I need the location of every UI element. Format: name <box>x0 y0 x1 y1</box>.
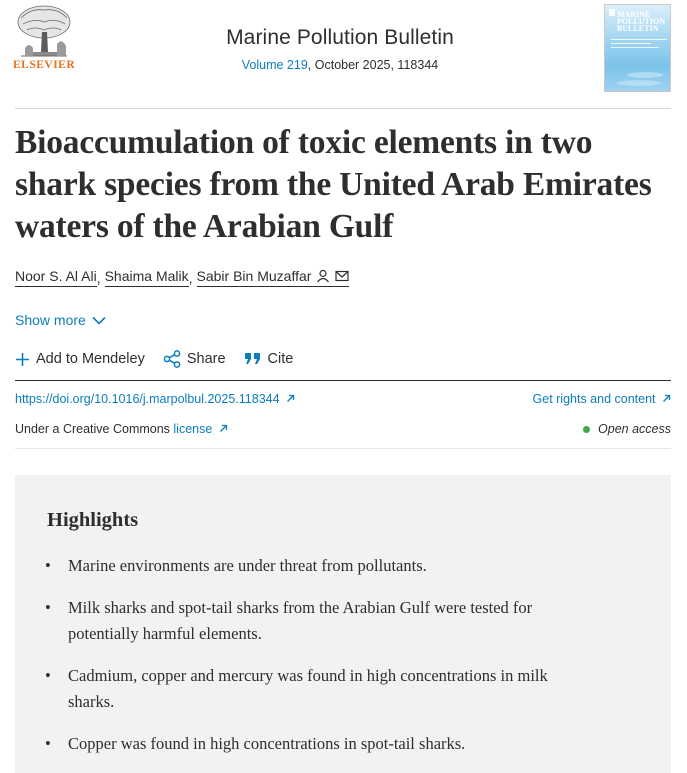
share-button[interactable] <box>163 350 226 368</box>
article-title: Bioaccumulation of toxic elements in two shark species from the United Arab Emirates waters of the Arabian Gulf <box>15 124 652 245</box>
elsevier-tree-icon <box>13 4 75 58</box>
plus-icon <box>15 352 30 367</box>
elsevier-wordmark: ELSEVIER <box>13 59 76 71</box>
highlights-heading: Highlights <box>47 509 139 531</box>
corresponding-author-link[interactable] <box>197 268 350 287</box>
license-link[interactable]: license <box>173 422 213 436</box>
doi-text: https://doi.org/10.1016/j.marpolbul.2025.118344 <box>15 392 280 406</box>
external-link-icon <box>662 394 671 403</box>
show-more-label: Show more <box>15 312 86 328</box>
rights-link[interactable] <box>533 392 671 406</box>
quote-icon <box>244 352 262 366</box>
open-access-badge <box>583 422 671 436</box>
mail-icon <box>335 270 349 282</box>
author-separator: , <box>188 269 193 286</box>
author-name: Sabir Bin Muzaffar <box>196 268 312 284</box>
author-link[interactable]: Shaima Malik <box>105 268 189 287</box>
journal-header <box>0 0 687 108</box>
open-access-dot-icon <box>583 426 590 433</box>
header-divider <box>15 108 671 109</box>
creative-commons-note <box>15 422 228 436</box>
mendeley-label: Add to Mendeley <box>36 351 145 367</box>
article-actions <box>15 350 311 368</box>
chevron-down-icon <box>92 316 106 325</box>
highlight-item: • Copper was found in high concentrations in spot-tail sharks. <box>45 731 585 757</box>
add-to-mendeley-button[interactable] <box>15 351 145 367</box>
doi-link[interactable] <box>15 392 295 406</box>
rights-text: Get rights and content <box>532 392 656 406</box>
external-link-icon <box>286 394 295 403</box>
journal-info <box>140 26 540 72</box>
actions-divider <box>15 380 671 381</box>
external-link-icon <box>219 424 228 433</box>
highlights-list <box>45 553 585 773</box>
journal-title[interactable]: Marine Pollution Bulletin <box>226 26 454 49</box>
cc-prefix: Under a Creative Commons <box>15 422 174 436</box>
open-access-label: Open access <box>598 422 671 436</box>
journal-meta <box>140 58 540 72</box>
highlight-item: • Marine environments are under threat from pollutants. <box>45 553 585 579</box>
cite-label: Cite <box>267 351 294 367</box>
highlight-item: • Cadmium, copper and mercury was found in high concentrations in milk sharks. <box>45 663 585 715</box>
volume-link[interactable]: Volume 219 <box>241 58 308 72</box>
links-divider <box>15 448 671 449</box>
person-icon <box>316 269 330 283</box>
elsevier-logo[interactable] <box>13 4 75 72</box>
author-list <box>15 268 349 287</box>
show-more-button[interactable] <box>15 312 106 328</box>
highlights-section <box>15 475 671 773</box>
share-label: Share <box>186 351 226 367</box>
author-link[interactable]: Noor S. Al Ali <box>15 268 97 287</box>
issue-info: , October 2025, 118344 <box>307 58 439 72</box>
highlight-item: • Milk sharks and spot-tail sharks from the Arabian Gulf were tested for potentially harmful elements. <box>45 595 585 647</box>
share-icon <box>163 350 181 368</box>
cover-title: MARINE POLLUTION BULLETIN <box>617 10 666 33</box>
journal-cover[interactable] <box>604 4 671 92</box>
cite-button[interactable] <box>244 351 294 367</box>
author-separator: , <box>96 269 101 286</box>
